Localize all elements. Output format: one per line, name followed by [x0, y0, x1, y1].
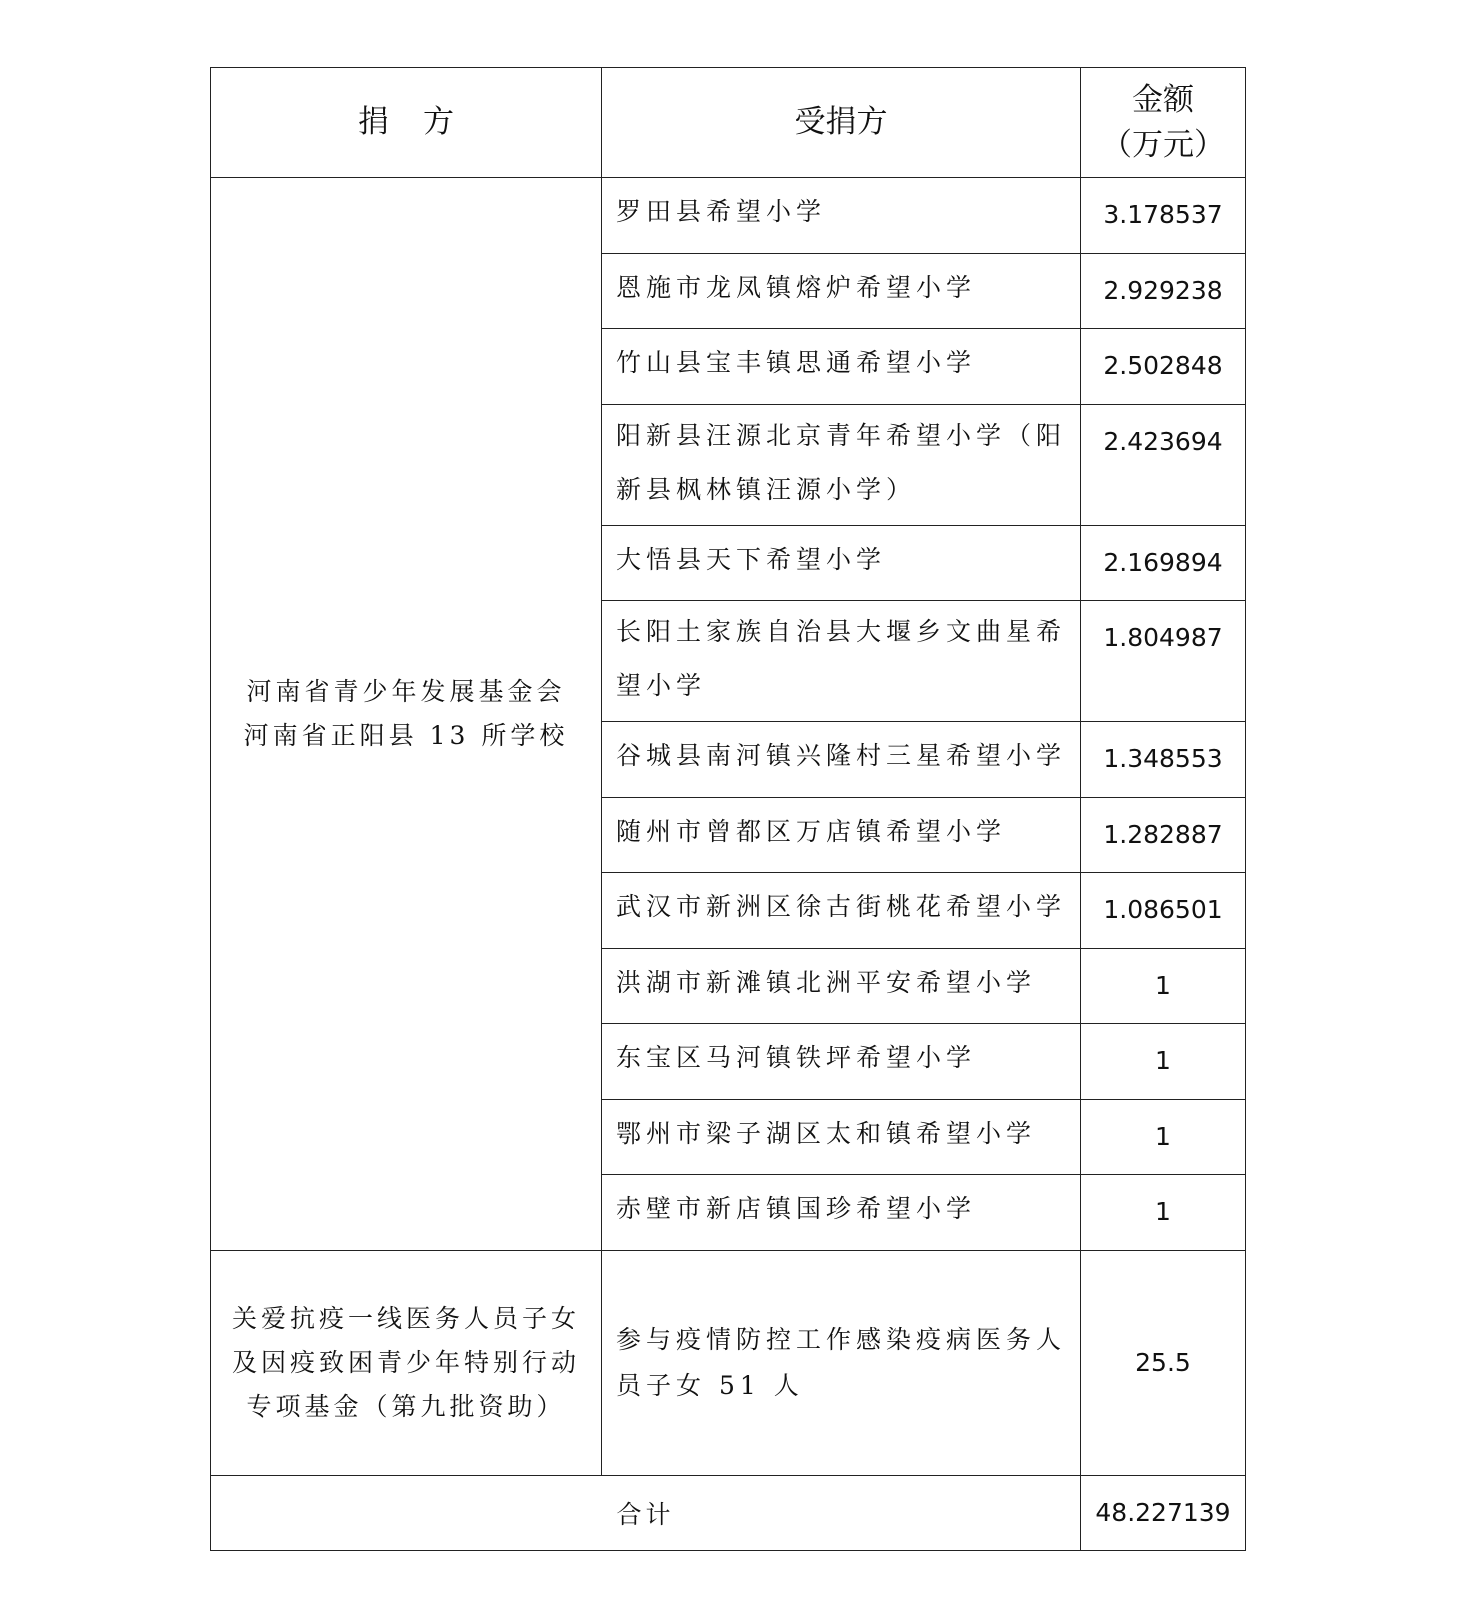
- recipient-cell: 随州市曾都区万店镇希望小学: [602, 797, 1081, 873]
- donor-group1-line2: 河南省正阳县 13 所学校: [243, 720, 569, 750]
- amount-cell: 1: [1081, 1024, 1246, 1100]
- amount-cell: 1: [1081, 1175, 1246, 1251]
- donation-table: [210, 67, 1246, 1551]
- donor-group2: [211, 1250, 602, 1475]
- recipient-cell: 武汉市新洲区徐古街桃花希望小学: [602, 873, 1081, 949]
- recipient-cell: 洪湖市新滩镇北洲平安希望小学: [602, 948, 1081, 1024]
- amount-cell: 1.086501: [1081, 873, 1246, 949]
- amount-cell: 2.423694: [1081, 404, 1246, 525]
- recipient-cell: 阳新县汪源北京青年希望小学（阳新县枫林镇汪源小学）: [602, 404, 1081, 525]
- header-amount-line2: （万元）: [1101, 126, 1225, 163]
- donor-group2-line2: 及因疫致困青少年特别行动: [231, 1347, 580, 1377]
- header-recipient: 受捐方: [602, 68, 1081, 178]
- total-amount: 48.227139: [1081, 1475, 1246, 1550]
- table-row: [211, 1250, 1246, 1475]
- donor-group1: [211, 178, 602, 1251]
- amount-cell: 2.502848: [1081, 329, 1246, 405]
- table-row: [211, 178, 1246, 254]
- recipient-cell: 竹山县宝丰镇思通希望小学: [602, 329, 1081, 405]
- recipient-cell: 罗田县希望小学: [602, 178, 1081, 254]
- header-row: [211, 68, 1246, 178]
- amount-cell: 1.348553: [1081, 722, 1246, 798]
- amount-cell: 2.169894: [1081, 525, 1246, 601]
- recipient-cell: 东宝区马河镇铁坪希望小学: [602, 1024, 1081, 1100]
- header-amount: [1081, 68, 1246, 178]
- amount-cell: 1: [1081, 948, 1246, 1024]
- donor-group2-line1: 关爱抗疫一线医务人员子女: [231, 1303, 580, 1333]
- amount-cell: 1.804987: [1081, 601, 1246, 722]
- amount-cell: 3.178537: [1081, 178, 1246, 254]
- recipient-cell: 恩施市龙凤镇熔炉希望小学: [602, 253, 1081, 329]
- recipient-cell: 鄂州市梁子湖区太和镇希望小学: [602, 1099, 1081, 1175]
- amount-cell: 2.929238: [1081, 253, 1246, 329]
- recipient-cell: 参与疫情防控工作感染疫病医务人员子女 51 人: [602, 1250, 1081, 1475]
- recipient-cell: 大悟县天下希望小学: [602, 525, 1081, 601]
- amount-cell: 25.5: [1081, 1250, 1246, 1475]
- header-donor: 捐方: [211, 68, 602, 178]
- total-label: 合计: [211, 1475, 1081, 1550]
- amount-cell: 1.282887: [1081, 797, 1246, 873]
- total-row: [211, 1475, 1246, 1550]
- header-amount-line1: 金额: [1132, 81, 1194, 118]
- donor-group2-line3: 专项基金（第九批资助）: [246, 1391, 566, 1421]
- recipient-cell: 长阳土家族自治县大堰乡文曲星希望小学: [602, 601, 1081, 722]
- recipient-cell: 赤壁市新店镇国珍希望小学: [602, 1175, 1081, 1251]
- recipient-cell: 谷城县南河镇兴隆村三星希望小学: [602, 722, 1081, 798]
- amount-cell: 1: [1081, 1099, 1246, 1175]
- donor-group1-line1: 河南省青少年发展基金会: [246, 676, 566, 706]
